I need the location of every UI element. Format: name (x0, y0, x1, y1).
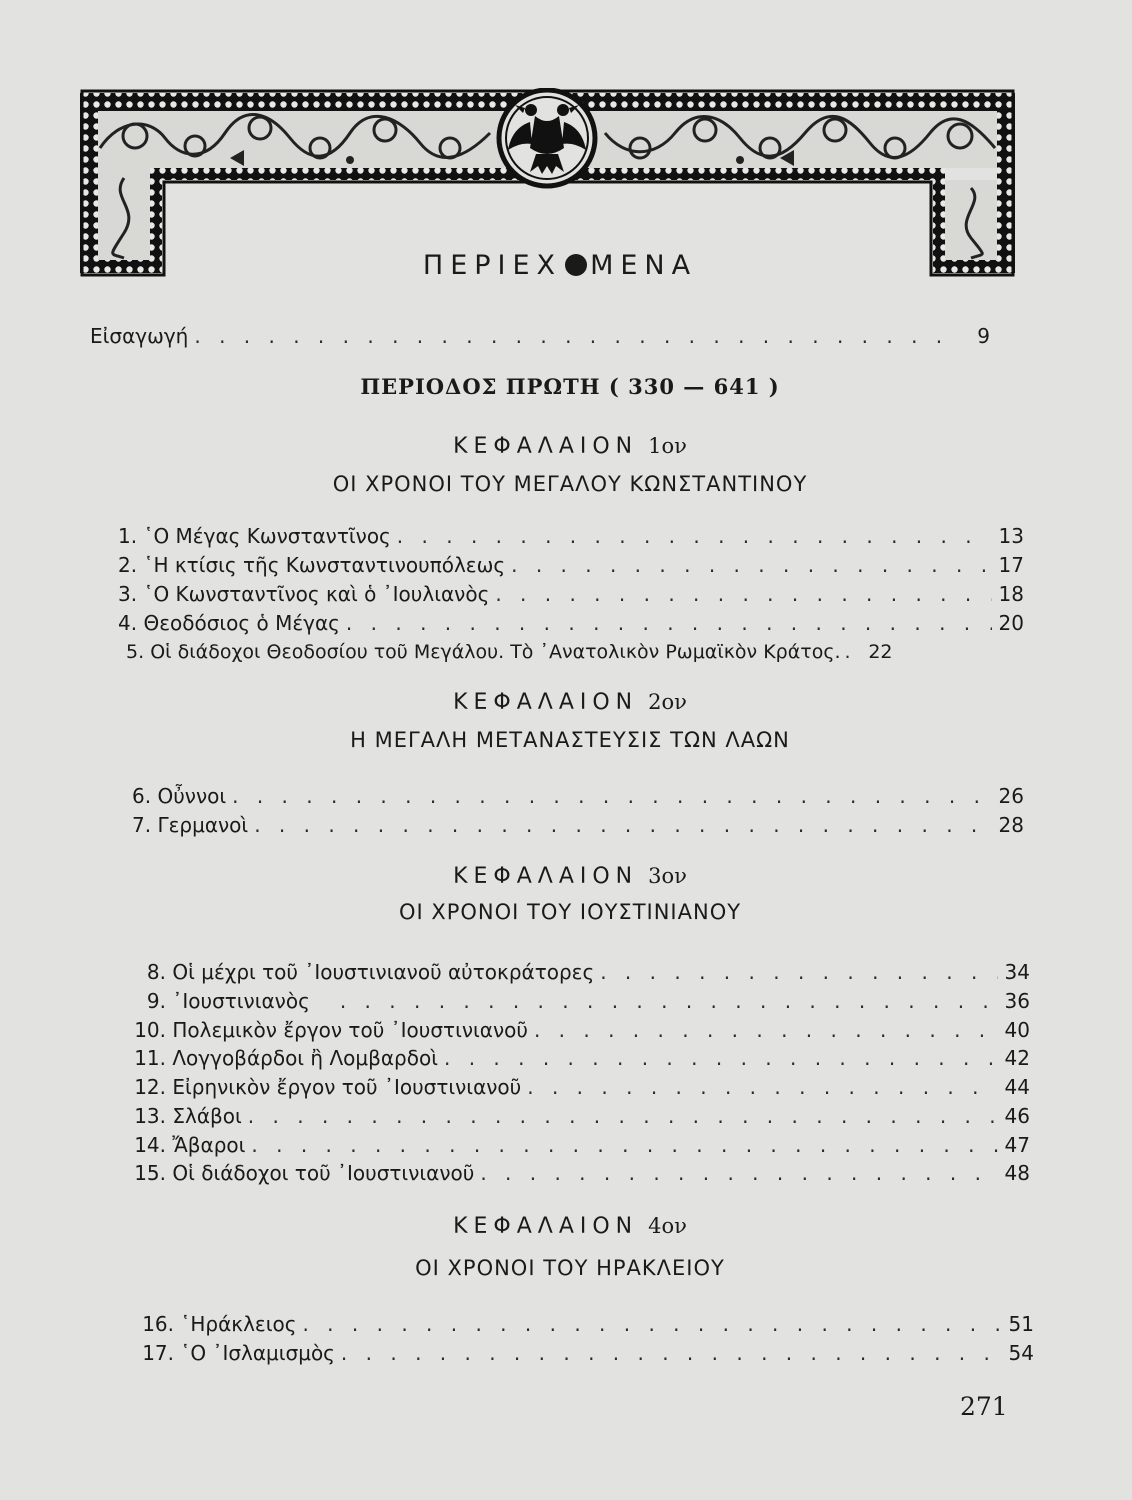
leader-dots (527, 1073, 998, 1101)
toc-label: ῾Ο ᾿Ισλαμισμὸς (180, 1341, 335, 1365)
toc-entry[interactable] (126, 638, 1024, 666)
toc-label: Εἰρηνικὸν ἔργον τοῦ ᾿Ιουστινιανοῦ (172, 1075, 522, 1099)
leader-dots (341, 1339, 1002, 1367)
chapter-heading-3 (250, 864, 890, 889)
toc-entry[interactable] (118, 551, 1024, 579)
toc-label: Σλάβοι (172, 1104, 242, 1128)
toc-page: 20 (998, 611, 1024, 635)
toc-number: 2. (118, 553, 138, 577)
toc-entry[interactable] (132, 1102, 1030, 1130)
toc-entry-intro[interactable] (90, 322, 990, 350)
toc-entry[interactable] (118, 609, 1024, 637)
chapter-label: ΚΕΦΑΛΑΙΟΝ (453, 690, 639, 715)
toc-entry[interactable] (132, 1044, 1030, 1072)
toc-label: Οὖννοι (157, 784, 227, 808)
toc-number: 8. (146, 960, 166, 984)
page-title (300, 250, 820, 281)
toc-page: 22 (868, 641, 893, 663)
toc-number: 4. (118, 611, 138, 635)
chapter-heading-1 (250, 434, 890, 459)
leader-dots (302, 1310, 1002, 1338)
toc-entry[interactable] (140, 1310, 1034, 1338)
chapter-label: ΚΕΦΑΛΑΙΟΝ (453, 864, 639, 889)
leader-dots (254, 811, 992, 839)
ornament-dot-icon (565, 254, 587, 276)
toc-label: Γερμανοὶ (157, 813, 249, 837)
toc-page: 18 (998, 582, 1024, 606)
toc-page: 17 (998, 553, 1024, 577)
toc-entry[interactable] (132, 1159, 1030, 1187)
leader-dots (511, 551, 992, 579)
toc-page: 9 (977, 324, 990, 348)
toc-entry[interactable] (132, 1016, 1030, 1044)
chapter-ordinal: 2ον (648, 690, 687, 714)
toc-page: 48 (1004, 1161, 1030, 1185)
chapter-title-1: ΟΙ ΧΡΟΝΟΙ ΤΟΥ ΜΕΓΑΛΟΥ ΚΩΝΣΤΑΝΤΙΝΟΥ (332, 472, 808, 496)
leader-dots (845, 638, 863, 666)
toc-label: ῾Η κτίσις τῆς Κωνσταντινουπόλεως (143, 553, 506, 577)
toc-page: 44 (1004, 1075, 1030, 1099)
toc-entry[interactable] (140, 987, 1030, 1015)
toc-entry[interactable] (140, 1339, 1034, 1367)
toc-label: Οἱ διάδοχοι τοῦ ᾿Ιουστινιανοῦ (172, 1161, 475, 1185)
leader-dots (194, 322, 958, 350)
toc-number: 17. (142, 1341, 174, 1365)
toc-label: Πολεμικὸν ἔργον τοῦ ᾿Ιουστινιανοῦ (172, 1018, 528, 1042)
toc-page: 54 (1008, 1341, 1034, 1365)
toc-number: 7. (132, 813, 152, 837)
toc-number: 12. (134, 1075, 166, 1099)
chapter-ordinal: 1ον (648, 434, 687, 458)
leader-dots (444, 1044, 998, 1072)
chapter-label: ΚΕΦΑΛΑΙΟΝ (453, 434, 639, 459)
leader-dots (600, 958, 998, 986)
chapter-heading-2 (250, 690, 890, 715)
leader-dots (397, 522, 992, 550)
toc-page: 40 (1004, 1018, 1030, 1042)
leader-dots (340, 987, 998, 1015)
toc-entry[interactable] (132, 1073, 1030, 1101)
leader-dots (251, 1131, 998, 1159)
toc-number: 11. (134, 1046, 166, 1070)
toc-label: Εἰσαγωγή (90, 324, 189, 348)
toc-entry[interactable] (132, 811, 1024, 839)
chapter-heading-4 (250, 1214, 890, 1239)
toc-number: 9. (146, 989, 166, 1013)
leader-dots (495, 580, 992, 608)
toc-number: 5. (126, 641, 145, 663)
toc-label: ῾Ηράκλειος (180, 1312, 297, 1336)
chapter-title-2: Η ΜΕΓΑΛΗ ΜΕΤΑΝΑΣΤΕΥΣΙΣ ΤΩΝ ΛΑΩΝ (350, 728, 790, 752)
leader-dots (534, 1016, 998, 1044)
chapter-ordinal: 3ον (648, 864, 687, 888)
toc-label: ῾Ο Κωνσταντῖνος καὶ ὁ ᾿Ιουλιανὸς (143, 582, 490, 606)
toc-label: Θεοδόσιος ὁ Μέγας (143, 611, 340, 635)
toc-page: 51 (1008, 1312, 1034, 1336)
toc-entry[interactable] (132, 1131, 1030, 1159)
period-heading: ΠΕΡΙΟΔΟΣ ΠΡΩΤΗ ( 330 — 641 ) (360, 374, 780, 399)
toc-number: 3. (118, 582, 138, 606)
toc-label: Λογγοβάρδοι ἢ Λομβαρδοὶ (172, 1046, 438, 1070)
toc-entry[interactable] (132, 782, 1024, 810)
chapter-title-3: ΟΙ ΧΡΟΝΟΙ ΤΟΥ ΙΟΥΣΤΙΝΙΑΝΟΥ (398, 900, 742, 924)
toc-page: 42 (1004, 1046, 1030, 1070)
toc-entry[interactable] (140, 958, 1030, 986)
title-part-left: ΠΕΡΙΕΧ (422, 250, 563, 281)
toc-label: Οἱ μέχρι τοῦ ᾿Ιουστινιανοῦ αὐτοκράτορες (172, 960, 595, 984)
leader-dots (232, 782, 992, 810)
toc-page: 36 (1004, 989, 1030, 1013)
toc-number: 14. (134, 1133, 166, 1157)
leader-dots (248, 1102, 998, 1130)
page-number: 271 (960, 1392, 1008, 1421)
toc-number: 15. (134, 1161, 166, 1185)
chapter-ordinal: 4ον (648, 1214, 687, 1238)
toc-number: 6. (132, 784, 152, 808)
toc-label: ῾Ο Μέγας Κωνσταντῖνος (143, 524, 391, 548)
chapter-label: ΚΕΦΑΛΑΙΟΝ (453, 1214, 639, 1239)
toc-entry[interactable] (118, 522, 1024, 550)
toc-page: 34 (1004, 960, 1030, 984)
toc-number: 13. (134, 1104, 166, 1128)
leader-dots (480, 1159, 998, 1187)
toc-number: 16. (142, 1312, 174, 1336)
chapter-title-4: ΟΙ ΧΡΟΝΟΙ ΤΟΥ ΗΡΑΚΛΕΙΟΥ (415, 1256, 725, 1280)
leader-dots (346, 609, 992, 637)
title-part-right: ΜΕΝΑ (590, 250, 698, 281)
toc-label: Ἄβαροι (172, 1133, 246, 1157)
toc-page: 13 (998, 524, 1024, 548)
toc-number: 10. (134, 1018, 166, 1042)
toc-label: ᾿Ιουστινιανὸς (172, 989, 310, 1013)
toc-page: 47 (1004, 1133, 1030, 1157)
toc-page: 26 (998, 784, 1024, 808)
toc-entry[interactable] (118, 580, 1024, 608)
toc-number: 1. (118, 524, 138, 548)
toc-page: 46 (1004, 1104, 1030, 1128)
toc-label: Οἱ διάδοχοι Θεοδοσίου τοῦ Μεγάλου. Τὸ ᾿Ανατολικὸν Ρωμαϊκὸν Κράτος. (150, 641, 841, 663)
toc-page: 28 (998, 813, 1024, 837)
